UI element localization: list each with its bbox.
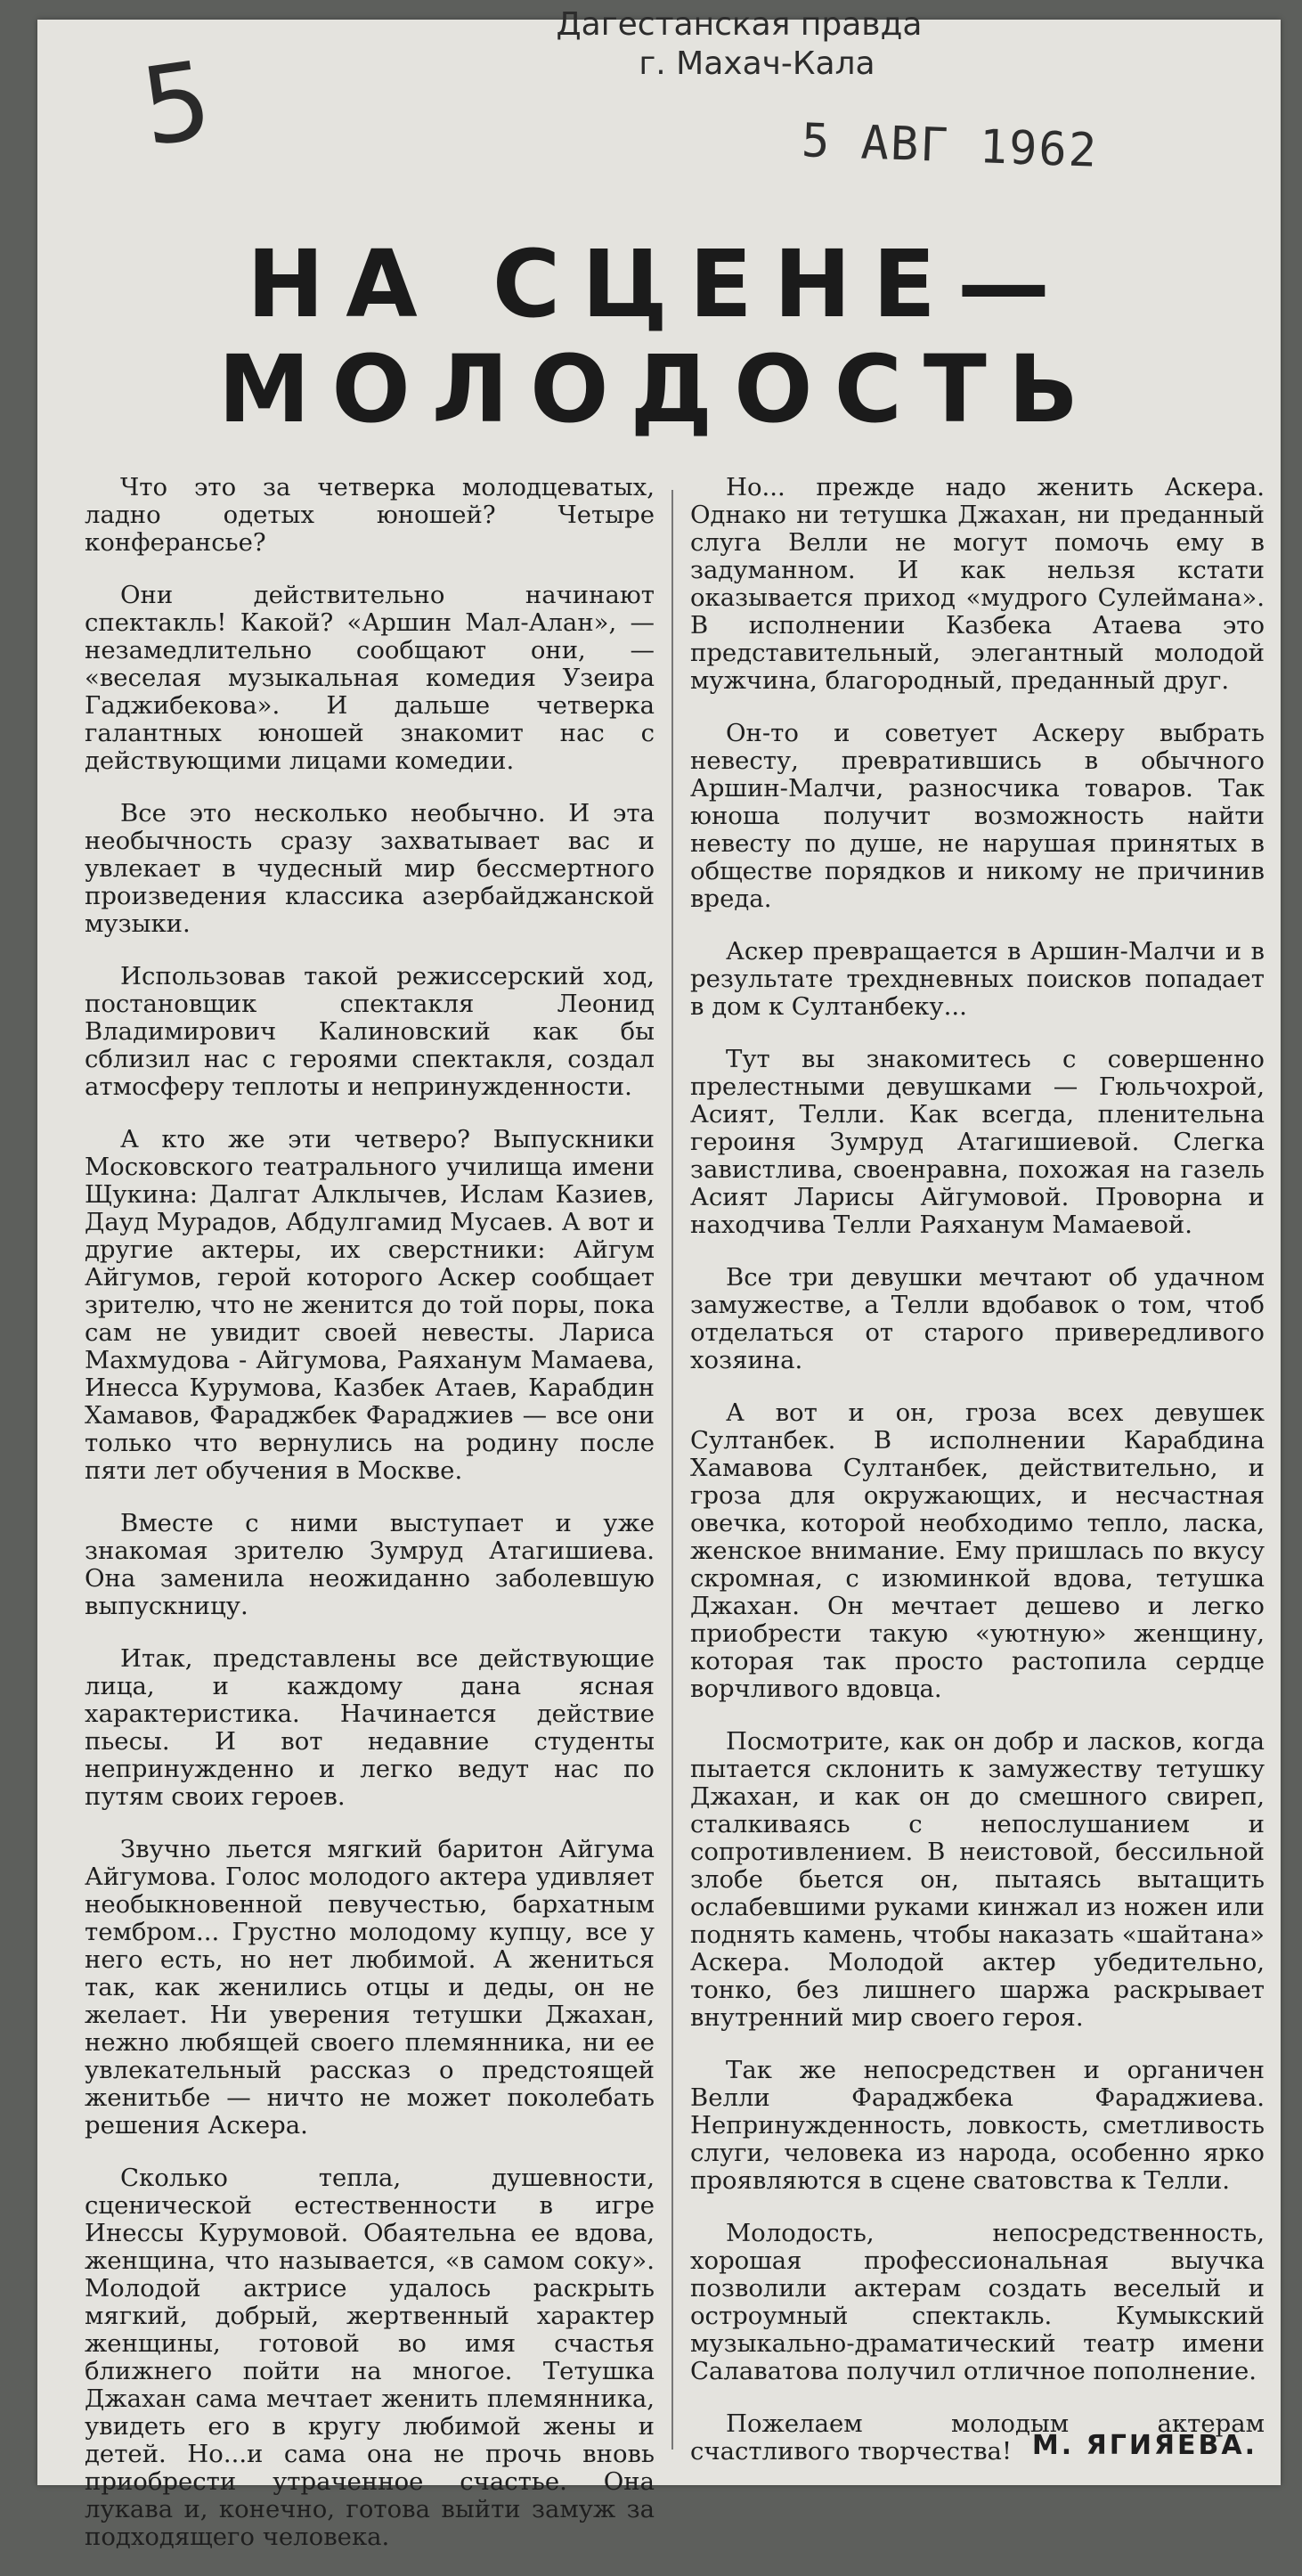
newspaper-city: г. Махач-Кала	[639, 45, 875, 82]
paragraph: Он-то и советует Аскеру выбрать невесту, превратившись в обычного Аршин-Малчи, разносчика товаров. Так юноша получит возможность найти невесту по душе, не нарушая принятых в обществе порядков и никому не причинив вреда.	[690, 719, 1265, 913]
paragraph: Тут вы знакомитесь с совершенно прелестными девушками — Гюльчохрой, Асият, Телли. Как всегда, пленительна героиня Зумруд Атагишиевой. Слегка завистлива, своенравна, похожая на газель Асият Ларисы Айгумовой. Проворна и находчива Телли Раяханум Мамаевой.	[690, 1045, 1265, 1239]
newspaper-name: Дагестанская правда	[556, 6, 923, 43]
author-signature: М. ЯГИЯЕВА.	[1031, 2430, 1257, 2461]
column-divider	[671, 490, 673, 2450]
paragraph: Что это за четверка молодцеватых, ладно одетых юношей? Четыре конферансье?	[85, 473, 655, 557]
paragraph: Все три девушки мечтают об удачном замужестве, а Телли вдобавок о том, чтоб отделаться от старого привередливого хозяина.	[690, 1263, 1265, 1374]
handwritten-number: 5	[134, 38, 219, 171]
paragraph: Все это несколько необычно. И эта необычность сразу захватывает вас и увлекает в чудесный мир бессмертного произведения классика азербайджанской музыки.	[85, 799, 655, 938]
date-stamp: 5 АВГ 1962	[801, 114, 1100, 178]
right-column	[690, 474, 1265, 2490]
paragraph: Итак, представлены все действующие лица, и каждому дана ясная характеристика. Начинается действие пьесы. И вот недавние студенты непринужденно и легко ведут нас по путям своих героев.	[85, 1644, 655, 1811]
paragraph: Они действительно начинают спектакль! Какой? «Аршин Мал-Алан», — незамедлительно сообщают они, — «веселая музыкальная комедия Узеира Гаджибекова». И дальше четверка галантных юношей знакомит нас с действующими лицами комедии.	[85, 581, 655, 775]
paragraph: Использовав такой режиссерский ход, постановщик спектакля Леонид Владимирович Калиновский как бы сблизил нас с героями спектакля, создал атмосферу теплоты и непринужденности.	[85, 962, 655, 1101]
newspaper-masthead	[508, 5, 971, 84]
paragraph: Молодость, непосредственность, хорошая профессиональная выучка позволили актерам создать веселый и остроумный спектакль. Кумыкский музыкально-драматический театр имени Салаватова получил отличное пополнение.	[690, 2219, 1265, 2385]
left-column	[85, 474, 655, 2576]
paragraph: Сколько тепла, душевности, сценической естественности в игре Инессы Курумовой. Обаятельна ее вдова, женщина, что называется, «в самом соку». Молодой актрисе удалось раскрыть мягкий, добрый, жертвенный характер женщины, готовой во имя счастья ближнего пойти на многое. Тетушка Джахан сама мечтает женить племянника, увидеть его в кругу любимой жены и детей. Но...и сама она не прочь вновь приобрести утраченное счастье. Она лукава и, конечно, готова выйти замуж за подходящего человека.	[85, 2164, 655, 2551]
paragraph: Пожелаем молодым актерам счастливого творчества!	[690, 2409, 1265, 2466]
paragraph: Так же непосредствен и органичен Велли Фараджбека Фараджиева. Непринужденность, ловкость, сметливость слуги, человека из народа, особенно ярко проявляются в сцене сватовства к Телли.	[690, 2056, 1265, 2195]
headline-line-1: НА СЦЕНЕ—	[247, 230, 1071, 338]
paragraph: Посмотрите, как он добр и ласков, когда пытается склонить к замужеству тетушку Джахан, и как он до смешного свиреп, сталкиваясь с непослушанием и сопротивлением. В неистовой, бессильной злобе бьется он, пытаясь вытащить ослабевшими руками кинжал из ножен или поднять камень, чтобы наказать «шайтана» Аскера. Молодой актер убедительно, тонко, без лишнего шаржа раскрывает внутренний мир своего героя.	[690, 1727, 1265, 2032]
paragraph: Аскер превращается в Аршин-Малчи и в результате трехдневных поисков попадает в дом к Султанбеку...	[690, 937, 1265, 1021]
paragraph: Но... прежде надо женить Аскера. Однако ни тетушка Джахан, ни преданный слуга Велли не могут помочь ему в задуманном. И как нельзя кстати оказывается приход «мудрого Сулеймана». В исполнении Казбека Атаева это представительный, элегантный молодой мужчина, благородный, преданный друг.	[690, 473, 1265, 695]
paragraph: А вот и он, гроза всех девушек Султанбек. В исполнении Карабдина Хамавова Султанбек, действительно, и гроза для окружающих, и несчастная овечка, которой необходимо тепло, ласка, женское внимание. Ему пришлась по вкусу скромная, с изюминкой вдова, тетушка Джахан. Он мечтает дешево и легко приобрести такую «уютную» женщину, которая так просто растопила сердце ворчливого вдовца.	[690, 1398, 1265, 1703]
headline-line-2: МОЛОДОСТЬ	[217, 335, 1101, 444]
article-headline	[134, 232, 1184, 442]
paragraph: Вместе с ними выступает и уже знакомая зрителю Зумруд Атагишиева. Она заменила неожиданно заболевшую выпускницу.	[85, 1509, 655, 1620]
paragraph: Звучно льется мягкий баритон Айгума Айгумова. Голос молодого актера удивляет необыкновенной певучестью, бархатным тембром... Грустно молодому купцу, все у него есть, но нет любимой. А жениться так, как женились отцы и деды, он не желает. Ни уверения тетушки Джахан, нежно любящей своего племянника, ни ее увлекательный рассказ о предстоящей женитьбе — ничто не может поколебать решения Аскера.	[85, 1835, 655, 2140]
paragraph: А кто же эти четверо? Выпускники Московского театрального училища имени Щукина: Далгат Алклычев, Ислам Казиев, Дауд Мурадов, Абдулгамид Мусаев. А вот и другие актеры, их сверстники: Айгум Айгумов, герой которого Аскер сообщает зрителю, что не женится до той поры, пока сам не увидит своей невесты. Лариса Махмудова - Айгумова, Раяханум Мамаева, Инесса Курумова, Казбек Атаев, Карабдин Хамавов, Фараджбек Фараджиев — все они только что вернулись на родину после пяти лет обучения в Москве.	[85, 1125, 655, 1485]
